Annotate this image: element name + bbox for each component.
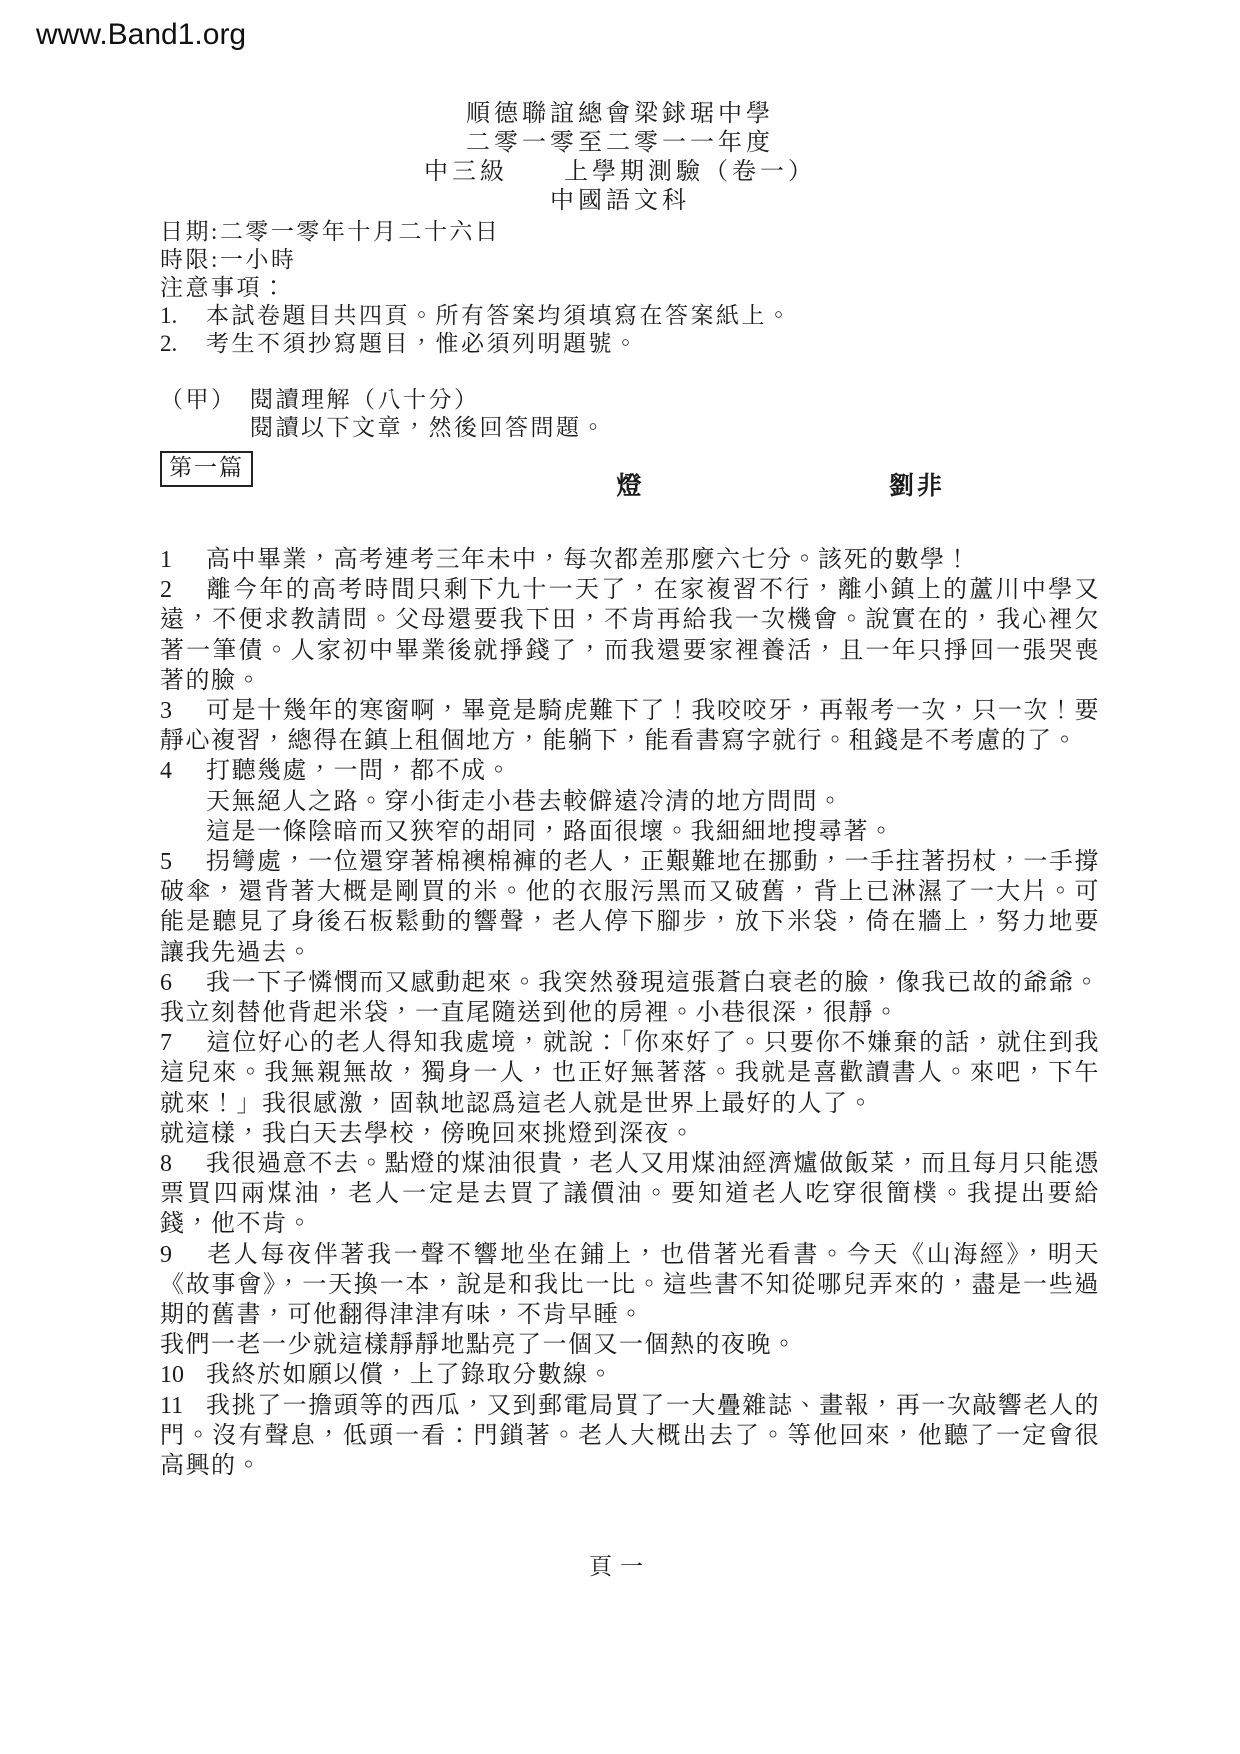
note-text: 本試卷題目共四頁。所有答案均須填寫在答案紙上。 bbox=[206, 303, 793, 328]
passage-paragraph: 9 老人每夜伴著我一聲不響地坐在鋪上，也借著光看書。今天《山海經》，明天《故事會》，一天換一本，說是和我比一比。這些書不知從哪兒弄來的，盡是一些過期的舊書，可他翻得津津有味，不肯早睡。 bbox=[160, 1241, 1100, 1329]
subject-name: 中國語文科 bbox=[550, 188, 690, 214]
passage-paragraph: 2 離今年的高考時間只剩下九十一天了，在家複習不行，離小鎮上的蘆川中學又遠，不便求教請問。父母還要我下田，不肯再給我一次機會。說實在的，我心裡欠著一筆債。人家初中畢業後就掙錢了，而我還要家裡養活，且一年只掙回一張哭喪著的臉。 bbox=[160, 577, 1100, 694]
passage-title-line bbox=[160, 466, 1100, 500]
note-text: 考生不須抄寫題目，惟必須列明題號。 bbox=[206, 331, 640, 356]
paragraph-number: 8 bbox=[160, 1151, 172, 1178]
note-item bbox=[160, 302, 1120, 330]
paragraph-number: 5 bbox=[160, 849, 172, 876]
passage-paragraph: 10 我終於如願以償，上了錄取分數線。 bbox=[160, 1360, 1100, 1390]
site-watermark: www.Band1.org bbox=[36, 18, 247, 51]
passage-paragraph: 天無絕人之路。穿小街走小巷去較僻遠冷清的地方問問。 bbox=[206, 788, 844, 815]
exam-info-block bbox=[160, 218, 1120, 358]
paragraph-number: 7 bbox=[160, 1030, 172, 1057]
paragraph-number: 6 bbox=[160, 969, 172, 996]
paragraph-number: 4 bbox=[160, 758, 172, 785]
passage-paragraph: 11 我挑了一擔頭等的西瓜，又到郵電局買了一大疊雜誌、畫報，再一次敲響老人的門。沒有聲息，低頭一看：門鎖著。老人大概出去了。等他回來，他聽了一定會很高興的。 bbox=[160, 1392, 1100, 1480]
section-heading bbox=[160, 386, 1120, 414]
paragraph-number: 11 bbox=[160, 1392, 184, 1419]
paragraph-number: 3 bbox=[160, 698, 172, 725]
passage-paragraph: 1 高中畢業，高考連考三年未中，每次都差那麼六七分。該死的數學！ bbox=[160, 545, 1100, 575]
passage-title: 燈 bbox=[616, 473, 644, 500]
notes-title: 注意事項： bbox=[160, 275, 288, 300]
exam-title: 中三級 上學期測驗（卷一） bbox=[424, 159, 816, 185]
passage-label-box: 第一篇 bbox=[160, 451, 253, 487]
passage-paragraph: 8 我很過意不去。點燈的煤油很貴，老人又用煤油經濟爐做飯菜，而且每月只能憑票買四兩煤油，老人一定是去買了議價油。要知道老人吃穿很簡樸。我提出要給錢，他不肯。 bbox=[160, 1151, 1100, 1238]
passage-body bbox=[160, 545, 1100, 1481]
school-name: 順德聯誼總會梁銶琚中學 bbox=[466, 101, 774, 127]
passage-paragraph: 3 可是十幾年的寒窗啊，畢竟是騎虎難下了！我咬咬牙，再報考一次，只一次！要靜心複習，總得在鎮上租個地方，能躺下，能看書寫字就行。租錢是不考慮的了。 bbox=[160, 698, 1100, 755]
passage-paragraph: 6 我一下子憐憫而又感動起來。我突然發現這張蒼白衰老的臉，像我已故的爺爺。我立刻替他背起米袋，一直尾隨送到他的房裡。小巷很深，很靜。 bbox=[160, 969, 1100, 1027]
section-label: （甲） bbox=[160, 387, 237, 412]
passage-paragraph: 5 拐彎處，一位還穿著棉襖棉褲的老人，正艱難地在挪動，一手拄著拐杖，一手撐破傘，還背著大概是剛買的米。他的衣服污黑而又破舊，背上已淋濕了一大片。可能是聽見了身後石板鬆動的響聲，老人停下腳步，放下米袋，倚在牆上，努力地要讓我先過去。 bbox=[160, 849, 1100, 966]
paragraph-number: 2 bbox=[160, 577, 172, 604]
section-instruction: 閱讀以下文章，然後回答問題。 bbox=[250, 415, 607, 440]
passage-paragraph: 4 打聽幾處，一問，都不成。 bbox=[160, 756, 1100, 786]
note-item bbox=[160, 330, 1120, 358]
section-title: 閱讀理解（八十分） bbox=[250, 387, 480, 412]
notes-list bbox=[160, 302, 1120, 358]
paragraph-number: 10 bbox=[160, 1362, 184, 1389]
exam-header bbox=[0, 100, 1240, 216]
page-number: 頁一 bbox=[589, 1554, 651, 1579]
paragraph-number: 1 bbox=[160, 547, 172, 573]
note-number: 2. bbox=[160, 331, 178, 356]
school-year: 二零一零至二零一一年度 bbox=[466, 130, 774, 156]
note-number: 1. bbox=[160, 303, 178, 328]
passage-paragraph: 就這樣，我白天去學校，傍晚回來挑燈到深夜。 bbox=[160, 1120, 696, 1147]
passage-paragraph: 我們一老一少就這樣靜靜地點亮了一個又一個熱的夜晚。 bbox=[160, 1332, 798, 1359]
paragraph-number: 9 bbox=[160, 1241, 172, 1268]
exam-date: 日期:二零一零年十月二十六日 bbox=[160, 219, 501, 244]
passage-paragraph: 這是一條陰暗而又狹窄的胡同，路面很壞。我細細地搜尋著。 bbox=[206, 818, 895, 845]
time-limit: 時限:一小時 bbox=[160, 247, 297, 272]
passage-author: 劉非 bbox=[888, 473, 945, 500]
passage-paragraph: 7 這位好心的老人得知我處境，就說：「你來好了。只要你不嫌棄的話，就住到我這兒來。我無親無故，獨身一人，也正好無著落。我就是喜歡讀書人。來吧，下午就來！」我很感激，固執地認爲這老人就是世界上最好的人了。 bbox=[160, 1030, 1100, 1117]
